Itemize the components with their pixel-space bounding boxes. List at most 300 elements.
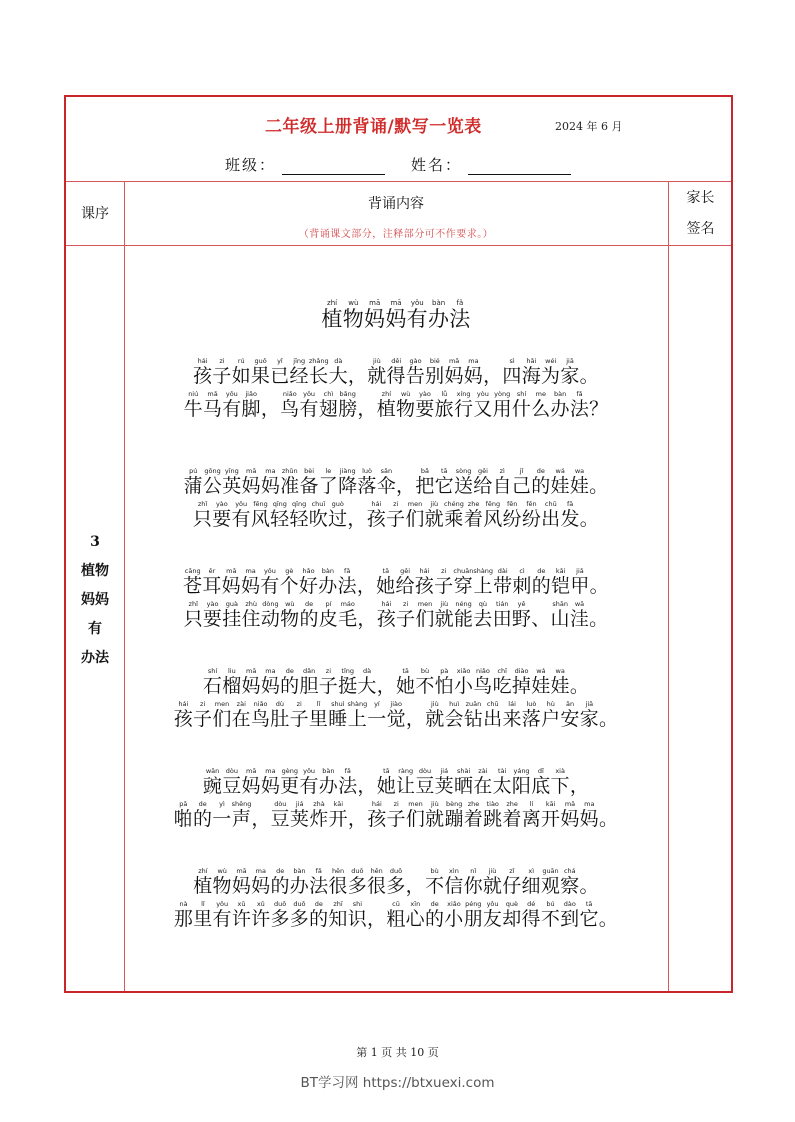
hanzi-with-pinyin: 观guān	[540, 867, 561, 897]
hanzi-with-pinyin: 吃chī	[492, 667, 512, 697]
hanzi-with-pinyin: 翅chì	[318, 390, 339, 420]
poem-line	[124, 391, 668, 419]
hanzi-with-pinyin: 信xìn	[444, 867, 464, 897]
hanzi-with-pinyin: 着zhe	[502, 800, 522, 830]
class-label: 班级：	[225, 156, 277, 174]
table-header	[66, 97, 731, 182]
hanzi-with-pinyin: 知zhī	[328, 900, 348, 930]
hanzi-with-pinyin: 就jiù	[425, 800, 445, 830]
hanzi-with-pinyin: 在zài	[231, 700, 251, 730]
hanzi-with-pinyin: 妈mā	[385, 299, 407, 331]
hanzi-with-pinyin: 钻zuān	[463, 700, 484, 730]
hanzi-with-pinyin: 大dà	[357, 667, 377, 697]
hanzi-with-pinyin: 多duō	[270, 900, 290, 930]
hanzi-with-pinyin: 着zhe	[463, 800, 484, 830]
hanzi-with-pinyin: 的de	[280, 667, 300, 697]
hanzi-with-pinyin: 孩hái	[376, 600, 396, 630]
hanzi-with-pinyin: 蒲pú	[183, 467, 203, 497]
hanzi-with-pinyin: 法fǎ	[449, 299, 471, 331]
hanzi-with-pinyin: 妈mā	[231, 867, 252, 897]
hanzi-with-pinyin: 孩hái	[366, 500, 387, 530]
hanzi-with-pinyin: 办bàn	[427, 299, 450, 331]
hanzi-with-pinyin: 多duō	[289, 900, 310, 930]
hanzi-with-pinyin: 妈mā	[241, 667, 261, 697]
hanzi-with-pinyin: 开kāi	[328, 800, 348, 830]
hanzi-with-pinyin: 在zài	[473, 767, 493, 797]
poem-line	[124, 568, 668, 596]
hanzi-with-pinyin: 落luò	[521, 700, 542, 730]
hanzi-with-pinyin: 妈mā	[221, 567, 241, 597]
hanzi-with-pinyin: 有yǒu	[299, 390, 319, 420]
hanzi-with-pinyin: 有yǒu	[222, 390, 242, 420]
hanzi-with-pinyin: 的de	[424, 900, 445, 930]
hanzi-with-pinyin: 纷fēn	[521, 500, 542, 530]
hanzi-with-pinyin: 么me	[531, 390, 551, 420]
sign-label-line2: 签名	[686, 221, 715, 237]
hanzi-with-pinyin: 有yǒu	[406, 299, 428, 331]
hanzi-with-pinyin: 、	[531, 608, 551, 630]
sign-label-line1: 家长	[686, 190, 715, 206]
hanzi-with-pinyin: 着zhe	[463, 500, 484, 530]
hanzi-with-pinyin: 开kāi	[541, 800, 561, 830]
hanzi-with-pinyin: 小xiǎo	[453, 667, 474, 697]
hanzi-with-pinyin: 了le	[318, 467, 339, 497]
hanzi-with-pinyin: 牛niú	[183, 390, 203, 420]
hanzi-with-pinyin: 皮pí	[318, 600, 339, 630]
hanzi-with-pinyin: 离lí	[521, 800, 542, 830]
hanzi-with-pinyin: 子zi	[318, 667, 339, 697]
hanzi-with-pinyin: 办bàn	[550, 390, 570, 420]
hanzi-with-pinyin: ，	[347, 508, 367, 530]
hanzi-with-pinyin: 要yào	[202, 600, 223, 630]
hanzi-with-pinyin: 许xǔ	[231, 900, 252, 930]
hanzi-with-pinyin: 出chū	[483, 700, 503, 730]
hanzi-with-pinyin: 子zi	[386, 800, 406, 830]
hanzi-with-pinyin: 动dòng	[260, 600, 281, 630]
hanzi-with-pinyin: 有yǒu	[260, 567, 280, 597]
hanzi-with-pinyin: 仔zǐ	[502, 867, 522, 897]
stanza-4	[124, 668, 668, 734]
hanzi-with-pinyin: ，	[405, 708, 426, 730]
hanzi-with-pinyin: 它tā	[434, 467, 454, 497]
hanzi-with-pinyin: 朋péng	[463, 900, 483, 930]
hanzi-with-pinyin: 妈ma	[260, 767, 281, 797]
hanzi-with-pinyin: ，	[405, 875, 425, 897]
hanzi-with-pinyin: 阳yáng	[511, 767, 532, 797]
hanzi-with-pinyin: 孩hái	[173, 700, 193, 730]
hanzi-with-pinyin: 晒shài	[453, 767, 474, 797]
hanzi-with-pinyin: 脚jiǎo	[241, 390, 261, 420]
hanzi-with-pinyin: 会huì	[444, 700, 464, 730]
hanzi-with-pinyin: 马mǎ	[202, 390, 223, 420]
poem-line	[124, 501, 668, 529]
hanzi-with-pinyin: 有yǒu	[299, 767, 319, 797]
poem-title-text	[124, 299, 668, 330]
hanzi-with-pinyin: 只zhǐ	[183, 600, 203, 630]
hanzi-with-pinyin: ？	[589, 398, 609, 420]
hanzi-with-pinyin: 妈mā	[241, 767, 261, 797]
hanzi-with-pinyin: 自zì	[492, 467, 512, 497]
hanzi-with-pinyin: ，	[569, 775, 590, 797]
hanzi-with-pinyin: 告gào	[405, 357, 426, 387]
hanzi-with-pinyin: 果guǒ	[250, 357, 271, 387]
hanzi-with-pinyin: 一yí	[367, 700, 387, 730]
hanzi-with-pinyin: 物wù	[212, 867, 232, 897]
hanzi-with-pinyin: 法fǎ	[337, 567, 357, 597]
hanzi-with-pinyin: ，	[483, 365, 503, 387]
hanzi-with-pinyin: 上shàng	[473, 567, 494, 597]
hanzi-with-pinyin: 轻qīng	[289, 500, 309, 530]
hanzi-with-pinyin: 洼wā	[569, 600, 590, 630]
student-info-row	[225, 154, 571, 175]
hanzi-with-pinyin: ，	[367, 908, 387, 930]
hanzi-with-pinyin: 那nà	[173, 900, 194, 930]
hanzi-with-pinyin: 能néng	[453, 600, 474, 630]
hanzi-with-pinyin: 经jīng	[289, 357, 309, 387]
hanzi-with-pinyin: 铠kǎi	[551, 567, 571, 597]
hanzi-with-pinyin: 发fā	[560, 500, 580, 530]
hanzi-with-pinyin: ，	[357, 775, 377, 797]
hanzi-with-pinyin: 田tián	[492, 600, 512, 630]
hanzi-with-pinyin: 掉diào	[511, 667, 532, 697]
poem-line	[124, 358, 668, 386]
hanzi-with-pinyin: 已yǐ	[270, 357, 290, 387]
hanzi-with-pinyin: 法fǎ	[338, 767, 358, 797]
hanzi-with-pinyin: 如rú	[231, 357, 251, 387]
hanzi-with-pinyin: 妈mā	[364, 299, 386, 331]
hanzi-with-pinyin: 子zi	[193, 700, 213, 730]
hanzi-with-pinyin: 里lǐ	[308, 700, 329, 730]
hanzi-with-pinyin: 豆dòu	[415, 767, 435, 797]
hanzi-with-pinyin: ，	[347, 365, 368, 387]
hanzi-with-pinyin: 野yě	[511, 600, 532, 630]
name-label: 姓名：	[411, 156, 463, 174]
hanzi-with-pinyin: 住zhù	[241, 600, 261, 630]
hanzi-with-pinyin: 识shi	[347, 900, 368, 930]
hanzi-with-pinyin: 山shān	[550, 600, 570, 630]
hanzi-with-pinyin: 。	[598, 808, 619, 830]
hanzi-with-pinyin: 妈ma	[463, 357, 484, 387]
poem-line	[124, 801, 668, 829]
hanzi-with-pinyin: 送sòng	[453, 467, 474, 497]
hanzi-with-pinyin: 的de	[299, 600, 319, 630]
lesson-cell	[66, 528, 124, 673]
hanzi-with-pinyin: 就jiù	[367, 357, 387, 387]
stanza-5	[124, 768, 668, 834]
hanzi-with-pinyin: 荚jiá	[434, 767, 454, 797]
hanzi-with-pinyin: 。	[579, 875, 599, 897]
hanzi-with-pinyin: 妈ma	[260, 667, 281, 697]
hanzi-with-pinyin: 法fǎ	[309, 867, 329, 897]
hanzi-with-pinyin: ，	[356, 575, 377, 597]
hanzi-with-pinyin: 己jǐ	[511, 467, 532, 497]
hanzi-with-pinyin: ，	[357, 608, 377, 630]
hanzi-with-pinyin: 准zhǔn	[280, 467, 300, 497]
hanzi-with-pinyin: 。	[589, 575, 609, 597]
stanza-3	[124, 568, 668, 634]
hanzi-with-pinyin: 娃wá	[550, 467, 570, 497]
hanzi-with-pinyin: 去qù	[473, 600, 493, 630]
hanzi-with-pinyin: 妈ma	[260, 467, 281, 497]
hanzi-with-pinyin: 甲jiǎ	[570, 567, 590, 597]
hanzi-with-pinyin: 察chá	[560, 867, 580, 897]
hanzi-with-pinyin: 子zi	[289, 700, 309, 730]
poem-line	[124, 468, 668, 496]
hanzi-with-pinyin: 个gè	[279, 567, 299, 597]
hanzi-with-pinyin: 娃wa	[550, 667, 570, 697]
hanzi-with-pinyin: ，	[396, 475, 416, 497]
hanzi-with-pinyin: 的de	[531, 567, 551, 597]
hanzi-with-pinyin: 觉jiào	[386, 700, 406, 730]
hanzi-with-pinyin: 就jiù	[425, 700, 445, 730]
hanzi-with-pinyin: 物wù	[396, 390, 416, 420]
hanzi-with-pinyin: 妈ma	[251, 867, 271, 897]
poem-line	[124, 868, 668, 896]
hanzi-with-pinyin: 多duō	[347, 867, 368, 897]
hanzi-with-pinyin: 一yì	[212, 800, 232, 830]
hanzi-with-pinyin: 豆dòu	[222, 767, 242, 797]
hanzi-with-pinyin: 的de	[270, 867, 290, 897]
hanzi-with-pinyin: 妈ma	[240, 567, 261, 597]
hanzi-with-pinyin: 植zhí	[193, 867, 213, 897]
hanzi-with-pinyin: 鸟niǎo	[250, 700, 271, 730]
hanzi-with-pinyin: 旅lǚ	[434, 390, 454, 420]
column-divider	[668, 181, 669, 991]
hanzi-with-pinyin: 乘chéng	[443, 500, 464, 530]
poem-line	[124, 901, 668, 929]
column-header-content	[124, 181, 668, 245]
page-number: 第 1 页 共 10 页	[356, 1046, 439, 1059]
hanzi-with-pinyin: 胆dǎn	[299, 667, 319, 697]
hanzi-with-pinyin: 海hǎi	[521, 357, 542, 387]
hanzi-with-pinyin: 们men	[405, 800, 426, 830]
hanzi-with-pinyin: 的de	[531, 467, 551, 497]
hanzi-with-pinyin: 。	[599, 708, 619, 730]
class-blank-field[interactable]	[282, 160, 385, 175]
hanzi-with-pinyin: 声shēng	[231, 800, 252, 830]
document-title: 二年级上册背诵/默写一览表	[265, 117, 482, 137]
hanzi-with-pinyin: 不bù	[424, 867, 445, 897]
hanzi-with-pinyin: 植zhí	[376, 390, 396, 420]
hanzi-with-pinyin: ，	[347, 808, 368, 830]
hanzi-with-pinyin: 底dǐ	[531, 767, 551, 797]
poem-title	[124, 299, 668, 335]
content-note: （背诵课文部分，注释部分可不作要求。）	[298, 229, 494, 240]
hanzi-with-pinyin: 她tā	[376, 567, 396, 597]
hanzi-with-pinyin: 妈mā	[444, 357, 464, 387]
hanzi-with-pinyin: 纷fēn	[502, 500, 522, 530]
hanzi-with-pinyin: 为wéi	[541, 357, 561, 387]
hanzi-with-pinyin: 孩hái	[192, 357, 213, 387]
hanzi-with-pinyin: 用yòng	[492, 390, 512, 420]
hanzi-with-pinyin: 豆dòu	[270, 800, 290, 830]
hanzi-with-pinyin: 把bǎ	[415, 467, 435, 497]
hanzi-with-pinyin: 挺tǐng	[338, 667, 358, 697]
hanzi-with-pinyin: 娃wá	[531, 667, 551, 697]
hanzi-with-pinyin: 四sì	[502, 357, 522, 387]
hanzi-with-pinyin: 子zi	[386, 500, 406, 530]
hanzi-with-pinyin: 户hù	[541, 700, 561, 730]
hanzi-with-pinyin: 落luò	[357, 467, 377, 497]
hanzi-with-pinyin: 耳ěr	[202, 567, 222, 597]
hanzi-with-pinyin: 大dà	[328, 357, 348, 387]
hanzi-with-pinyin: 。	[569, 675, 590, 697]
hanzi-with-pinyin: 备bèi	[299, 467, 319, 497]
hanzi-with-pinyin: 有yǒu	[212, 900, 232, 930]
hanzi-with-pinyin: 豌wān	[202, 767, 223, 797]
hanzi-with-pinyin: 毛máo	[338, 600, 358, 630]
hanzi-with-pinyin: 得dé	[521, 900, 541, 930]
hanzi-with-pinyin: 上shàng	[347, 700, 368, 730]
hanzi-with-pinyin: 植zhí	[321, 299, 343, 331]
hanzi-with-pinyin: 子zi	[434, 567, 454, 597]
hanzi-with-pinyin: 要yào	[212, 500, 232, 530]
hanzi-with-pinyin: 别bié	[425, 357, 445, 387]
hanzi-with-pinyin: 妈mā	[560, 800, 580, 830]
poem-line	[124, 601, 668, 629]
hanzi-with-pinyin: ，	[357, 398, 377, 420]
hanzi-with-pinyin: 膀bǎng	[338, 390, 358, 420]
hanzi-with-pinyin: 行xíng	[453, 390, 474, 420]
hanzi-with-pinyin: 什shí	[511, 390, 532, 420]
hanzi-with-pinyin: 公gōng	[202, 467, 223, 497]
hanzi-with-pinyin: 。	[579, 365, 599, 387]
hanzi-with-pinyin: 让ràng	[396, 767, 416, 797]
hanzi-with-pinyin: 就jiù	[482, 867, 503, 897]
hanzi-with-pinyin: 子zi	[396, 600, 416, 630]
hanzi-with-pinyin: 的de	[309, 900, 329, 930]
hanzi-with-pinyin: 孩hái	[367, 800, 387, 830]
hanzi-with-pinyin: 不bù	[415, 667, 435, 697]
hanzi-with-pinyin: 啪pā	[173, 800, 193, 830]
hanzi-with-pinyin: 有yǒu	[231, 500, 251, 530]
hanzi-with-pinyin: 很hěn	[367, 867, 387, 897]
watermark: BT学习网 https://btxuexi.com	[300, 1075, 495, 1091]
hanzi-with-pinyin: 鸟niǎo	[280, 390, 300, 420]
hanzi-with-pinyin: 你nǐ	[463, 867, 483, 897]
hanzi-with-pinyin: 蹦bèng	[444, 800, 464, 830]
hanzi-with-pinyin: 到dào	[560, 900, 580, 930]
hanzi-with-pinyin: 得děi	[386, 357, 406, 387]
hanzi-with-pinyin: 来lái	[502, 700, 522, 730]
stanza-1	[124, 358, 668, 424]
hanzi-with-pinyin: 跳tiào	[483, 800, 503, 830]
lesson-number: 3	[90, 534, 100, 550]
poem-line	[124, 668, 668, 696]
document-date: 2024 年 6 月	[555, 120, 623, 133]
hanzi-with-pinyin: 办bàn	[318, 767, 339, 797]
hanzi-with-pinyin: 要yào	[415, 390, 435, 420]
hanzi-with-pinyin: 小xiǎo	[444, 900, 464, 930]
stanza-6	[124, 868, 668, 934]
hanzi-with-pinyin: 轻qīng	[270, 500, 290, 530]
hanzi-with-pinyin: 刺cì	[512, 567, 532, 597]
hanzi-with-pinyin: 她tā	[396, 667, 416, 697]
hanzi-with-pinyin: 风fēng	[250, 500, 271, 530]
hanzi-with-pinyin: 妈ma	[579, 800, 599, 830]
hanzi-with-pinyin: 英yīng	[222, 467, 242, 497]
poem-line	[124, 701, 668, 729]
hanzi-with-pinyin: 肚dù	[270, 700, 290, 730]
stanza-2	[124, 468, 668, 534]
hanzi-with-pinyin: 孩hái	[414, 567, 435, 597]
hanzi-with-pinyin: 就jiù	[434, 600, 454, 630]
hanzi-with-pinyin: 它tā	[579, 900, 599, 930]
hanzi-with-pinyin: 娃wa	[569, 467, 590, 497]
hanzi-with-pinyin: 。	[598, 908, 619, 930]
hanzi-with-pinyin: 。	[589, 608, 609, 630]
hanzi-with-pinyin: 更gèng	[280, 767, 300, 797]
hanzi-with-pinyin: 妈mā	[241, 467, 261, 497]
lesson-name-line: 植物	[81, 563, 109, 579]
hanzi-with-pinyin: 给gěi	[395, 567, 415, 597]
hanzi-with-pinyin: 安ān	[560, 700, 580, 730]
hanzi-with-pinyin: 物wù	[280, 600, 300, 630]
recitation-table	[64, 95, 733, 993]
hanzi-with-pinyin: 的de	[192, 800, 213, 830]
hanzi-with-pinyin: 里lǐ	[193, 900, 213, 930]
hanzi-with-pinyin: 细xì	[521, 867, 541, 897]
hanzi-with-pinyin: 心xīn	[405, 900, 425, 930]
hanzi-with-pinyin: 们men	[415, 600, 435, 630]
hanzi-with-pinyin: 出chū	[541, 500, 561, 530]
hanzi-with-pinyin: 苍cāng	[183, 567, 203, 597]
hanzi-with-pinyin: 。	[589, 475, 609, 497]
hanzi-with-pinyin: 不bú	[540, 900, 561, 930]
hanzi-with-pinyin: 们men	[212, 700, 232, 730]
hanzi-with-pinyin: ，	[260, 398, 281, 420]
hanzi-with-pinyin: 却què	[502, 900, 522, 930]
column-header-parent-signature	[668, 181, 733, 247]
hanzi-with-pinyin: 风fēng	[483, 500, 503, 530]
content-heading: 背诵内容	[368, 196, 424, 212]
hanzi-with-pinyin: 法fǎ	[569, 390, 590, 420]
hanzi-with-pinyin: 们men	[405, 500, 425, 530]
hanzi-with-pinyin: 鸟niǎo	[473, 667, 493, 697]
hanzi-with-pinyin: ，	[376, 675, 396, 697]
hanzi-with-pinyin: 穿chuān	[453, 567, 474, 597]
name-blank-field[interactable]	[468, 160, 571, 175]
hanzi-with-pinyin: 家jiā	[579, 700, 599, 730]
poem-line	[124, 768, 668, 796]
hanzi-with-pinyin: 过guò	[328, 500, 348, 530]
hanzi-with-pinyin: 榴liu	[222, 667, 242, 697]
hanzi-with-pinyin: 许xǔ	[251, 900, 271, 930]
lesson-name-line: 办法	[81, 650, 109, 666]
lesson-name-line: 妈妈	[81, 592, 109, 608]
hanzi-with-pinyin: 太tài	[492, 767, 512, 797]
hanzi-with-pinyin: 办bàn	[289, 867, 310, 897]
hanzi-with-pinyin: 物wù	[342, 299, 365, 331]
hanzi-with-pinyin: 好hǎo	[298, 567, 319, 597]
hanzi-with-pinyin: 降jiàng	[338, 467, 358, 497]
hanzi-with-pinyin: 吹chuī	[308, 500, 329, 530]
hanzi-with-pinyin: 带dài	[493, 567, 513, 597]
hanzi-with-pinyin: 子zi	[212, 357, 232, 387]
column-header-lesson: 课序	[81, 206, 109, 222]
hanzi-with-pinyin: 长zhǎng	[308, 357, 329, 387]
hanzi-with-pinyin: 怕pà	[434, 667, 454, 697]
hanzi-with-pinyin: 只zhǐ	[192, 500, 213, 530]
hanzi-with-pinyin: 伞sǎn	[376, 467, 396, 497]
hanzi-with-pinyin: 石shí	[202, 667, 223, 697]
hanzi-with-pinyin: 家jiā	[560, 357, 580, 387]
hanzi-with-pinyin: 友yǒu	[482, 900, 503, 930]
hanzi-with-pinyin: 睡shuì	[328, 700, 348, 730]
hanzi-with-pinyin: 挂guà	[222, 600, 242, 630]
hanzi-with-pinyin: 给gěi	[473, 467, 493, 497]
hanzi-with-pinyin: ，	[251, 808, 271, 830]
